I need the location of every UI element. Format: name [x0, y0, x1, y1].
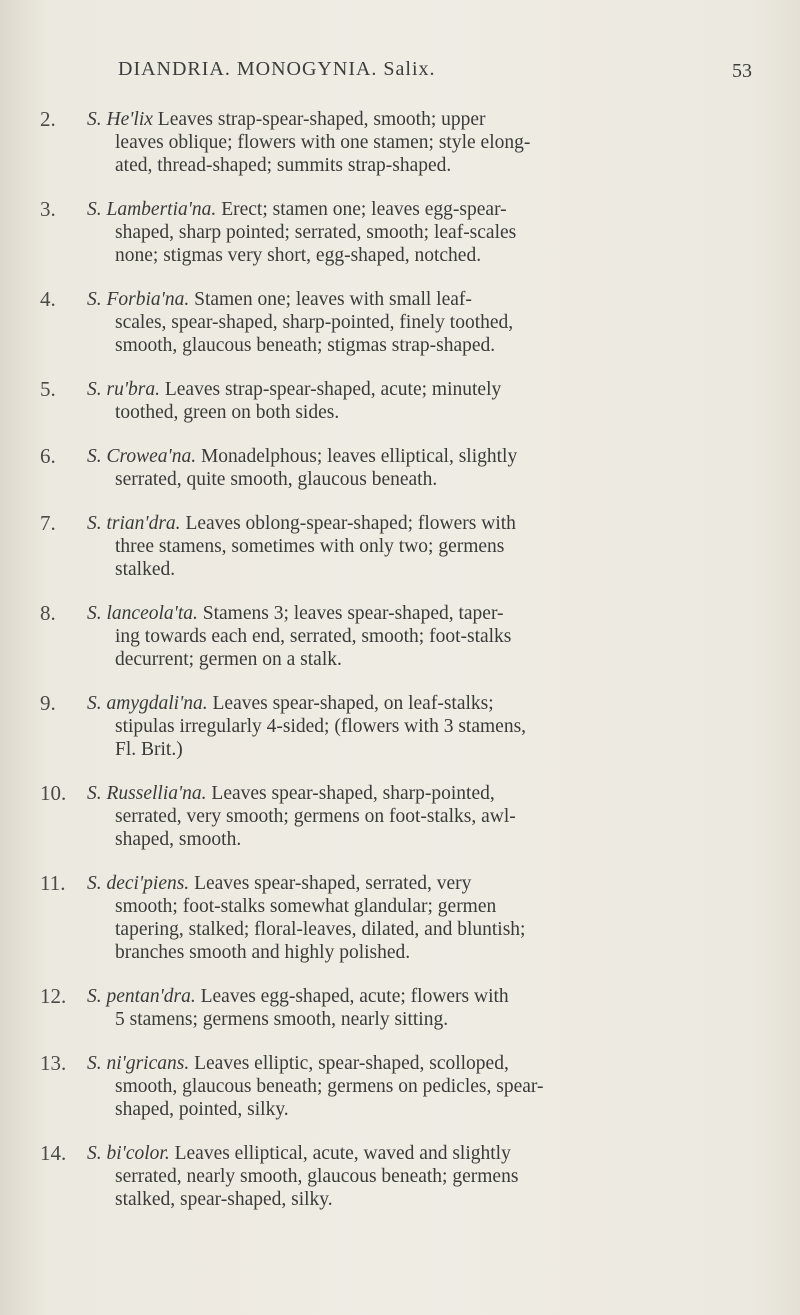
- entry-line: [87, 535, 712, 558]
- species-name: S. bi'color.: [87, 1143, 170, 1164]
- description-text: smooth; foot-stalks somewhat glandular; germen: [115, 896, 497, 917]
- species-entry: [0, 985, 800, 1031]
- species-name: S. trian'dra.: [87, 513, 181, 534]
- entry-line: [87, 782, 712, 805]
- species-entry: [0, 108, 800, 177]
- species-entry: [0, 1052, 800, 1121]
- entry-number: 13.: [40, 1051, 67, 1075]
- entry-number: 10.: [40, 781, 67, 805]
- species-entry: [0, 378, 800, 424]
- entry-text: [87, 1052, 712, 1121]
- entry-text: [87, 872, 712, 964]
- species-name: S. deci'piens.: [87, 873, 190, 894]
- description-text: serrated, very smooth; germens on foot-stalks, awl-: [115, 806, 516, 827]
- entry-text: [87, 288, 712, 357]
- description-text: Leaves spear-shaped, serrated, very: [194, 873, 472, 894]
- description-text: serrated, nearly smooth, glaucous beneath; germens: [115, 1166, 519, 1187]
- species-name: S. lanceola'ta.: [87, 603, 198, 624]
- species-entry: [0, 692, 800, 761]
- species-name: S. Lambertia'na.: [87, 199, 217, 220]
- entry-number: 6.: [40, 444, 56, 468]
- entry-line: [87, 1052, 712, 1075]
- entry-text: [87, 378, 712, 424]
- species-name: S. ni'gricans.: [87, 1053, 190, 1074]
- description-text: Leaves oblong-spear-shaped; flowers with: [185, 513, 516, 534]
- entry-number: 8.: [40, 601, 56, 625]
- description-text: Erect; stamen one; leaves egg-spear-: [221, 199, 507, 220]
- entry-line: [87, 1142, 712, 1165]
- entry-text: [87, 1142, 712, 1211]
- entry-line: [87, 108, 712, 131]
- description-text: none; stigmas very short, egg-shaped, notched.: [115, 245, 482, 266]
- entry-line: [87, 1075, 712, 1098]
- entry-number: 3.: [40, 197, 56, 221]
- entry-line: [87, 378, 712, 401]
- running-head: DIANDRIA. MONOGYNIA. Salix.: [118, 58, 436, 80]
- description-text: Leaves elliptic, spear-shaped, scolloped,: [194, 1053, 509, 1074]
- entry-line: [87, 445, 712, 468]
- entry-line: [87, 941, 712, 964]
- entry-line: [87, 288, 712, 311]
- page-number: 53: [732, 60, 752, 82]
- description-text: tapering, stalked; floral-leaves, dilated, and bluntish;: [115, 919, 526, 940]
- species-name: S. He'lix: [87, 109, 153, 130]
- species-entry: [0, 602, 800, 671]
- entry-number: 14.: [40, 1141, 67, 1165]
- entry-line: [87, 558, 712, 581]
- entry-line: [87, 1098, 712, 1121]
- entry-line: [87, 1165, 712, 1188]
- species-name: S. Crowea'na.: [87, 446, 197, 467]
- entry-line: [87, 401, 712, 424]
- description-text: Stamen one; leaves with small leaf-: [194, 289, 472, 310]
- description-text: Leaves elliptical, acute, waved and slightly: [174, 1143, 511, 1164]
- description-text: ated, thread-shaped; summits strap-shaped.: [115, 155, 452, 176]
- entry-text: [87, 602, 712, 671]
- species-entry: [0, 782, 800, 851]
- description-text: leaves oblique; flowers with one stamen; style elong-: [115, 132, 531, 153]
- entry-line: [87, 828, 712, 851]
- species-list: [0, 108, 800, 1232]
- entry-line: [87, 468, 712, 491]
- entry-line: [87, 738, 712, 761]
- entry-text: [87, 782, 712, 851]
- description-text: Leaves spear-shaped, on leaf-stalks;: [212, 693, 494, 714]
- entry-line: [87, 334, 712, 357]
- entry-line: [87, 918, 712, 941]
- entry-line: [87, 895, 712, 918]
- description-text: ing towards each end, serrated, smooth; foot-stalks: [115, 626, 512, 647]
- species-entry: [0, 872, 800, 964]
- entry-line: [87, 512, 712, 535]
- description-text: Leaves strap-spear-shaped, acute; minutely: [164, 379, 502, 400]
- description-text: Leaves strap-spear-shaped, smooth; upper: [157, 109, 486, 130]
- species-entry: [0, 288, 800, 357]
- description-text: stalked, spear-shaped, silky.: [115, 1189, 333, 1210]
- entry-text: [87, 692, 712, 761]
- entry-line: [87, 198, 712, 221]
- description-text: Monadelphous; leaves elliptical, slightly: [200, 446, 518, 467]
- description-text: Leaves spear-shaped, sharp-pointed,: [211, 783, 495, 804]
- description-text: shaped, smooth.: [115, 829, 242, 850]
- entry-line: [87, 692, 712, 715]
- description-text: scales, spear-shaped, sharp-pointed, finely toothed,: [115, 312, 514, 333]
- entry-line: [87, 1188, 712, 1211]
- species-name: S. ru'bra.: [87, 379, 160, 400]
- entry-number: 4.: [40, 287, 56, 311]
- entry-text: [87, 198, 712, 267]
- species-entry: [0, 445, 800, 491]
- entry-line: [87, 131, 712, 154]
- description-text: shaped, pointed, silky.: [115, 1099, 289, 1120]
- entry-line: [87, 648, 712, 671]
- description-text: Stamens 3; leaves spear-shaped, taper-: [202, 603, 504, 624]
- entry-number: 5.: [40, 377, 56, 401]
- species-name: S. Russellia'na.: [87, 783, 207, 804]
- entry-line: [87, 244, 712, 267]
- description-text: shaped, sharp pointed; serrated, smooth; leaf-scales: [115, 222, 517, 243]
- description-text: 5 stamens; germens smooth, nearly sitting.: [115, 1009, 449, 1030]
- entry-number: 11.: [40, 871, 66, 895]
- entry-text: [87, 512, 712, 581]
- description-text: smooth, glaucous beneath; germens on pedicles, spear-: [115, 1076, 544, 1097]
- entry-text: [87, 985, 712, 1031]
- species-name: S. pentan'dra.: [87, 986, 196, 1007]
- description-text: smooth, glaucous beneath; stigmas strap-shaped.: [115, 335, 496, 356]
- entry-text: [87, 445, 712, 491]
- species-name: S. Forbia'na.: [87, 289, 190, 310]
- entry-line: [87, 221, 712, 244]
- description-text: three stamens, sometimes with only two; germens: [115, 536, 505, 557]
- description-text: Leaves egg-shaped, acute; flowers with: [200, 986, 509, 1007]
- entry-line: [87, 805, 712, 828]
- species-entry: [0, 1142, 800, 1211]
- entry-line: [87, 154, 712, 177]
- entry-line: [87, 602, 712, 625]
- entry-text: [87, 108, 712, 177]
- entry-line: [87, 872, 712, 895]
- species-entry: [0, 512, 800, 581]
- species-name: S. amygdali'na.: [87, 693, 208, 714]
- entry-number: 12.: [40, 984, 67, 1008]
- description-text: toothed, green on both sides.: [115, 402, 340, 423]
- species-entry: [0, 198, 800, 267]
- entry-number: 7.: [40, 511, 56, 535]
- description-text: stipulas irregularly 4-sided; (flowers with 3 stamens,: [115, 716, 527, 737]
- entry-line: [87, 625, 712, 648]
- description-text: Fl. Brit.): [115, 739, 183, 760]
- entry-line: [87, 1008, 712, 1031]
- description-text: branches smooth and highly polished.: [115, 942, 411, 963]
- entry-number: 2.: [40, 107, 56, 131]
- entry-line: [87, 715, 712, 738]
- entry-line: [87, 311, 712, 334]
- description-text: stalked.: [115, 559, 176, 580]
- description-text: serrated, quite smooth, glaucous beneath.: [115, 469, 438, 490]
- entry-number: 9.: [40, 691, 56, 715]
- entry-line: [87, 985, 712, 1008]
- description-text: decurrent; germen on a stalk.: [115, 649, 342, 670]
